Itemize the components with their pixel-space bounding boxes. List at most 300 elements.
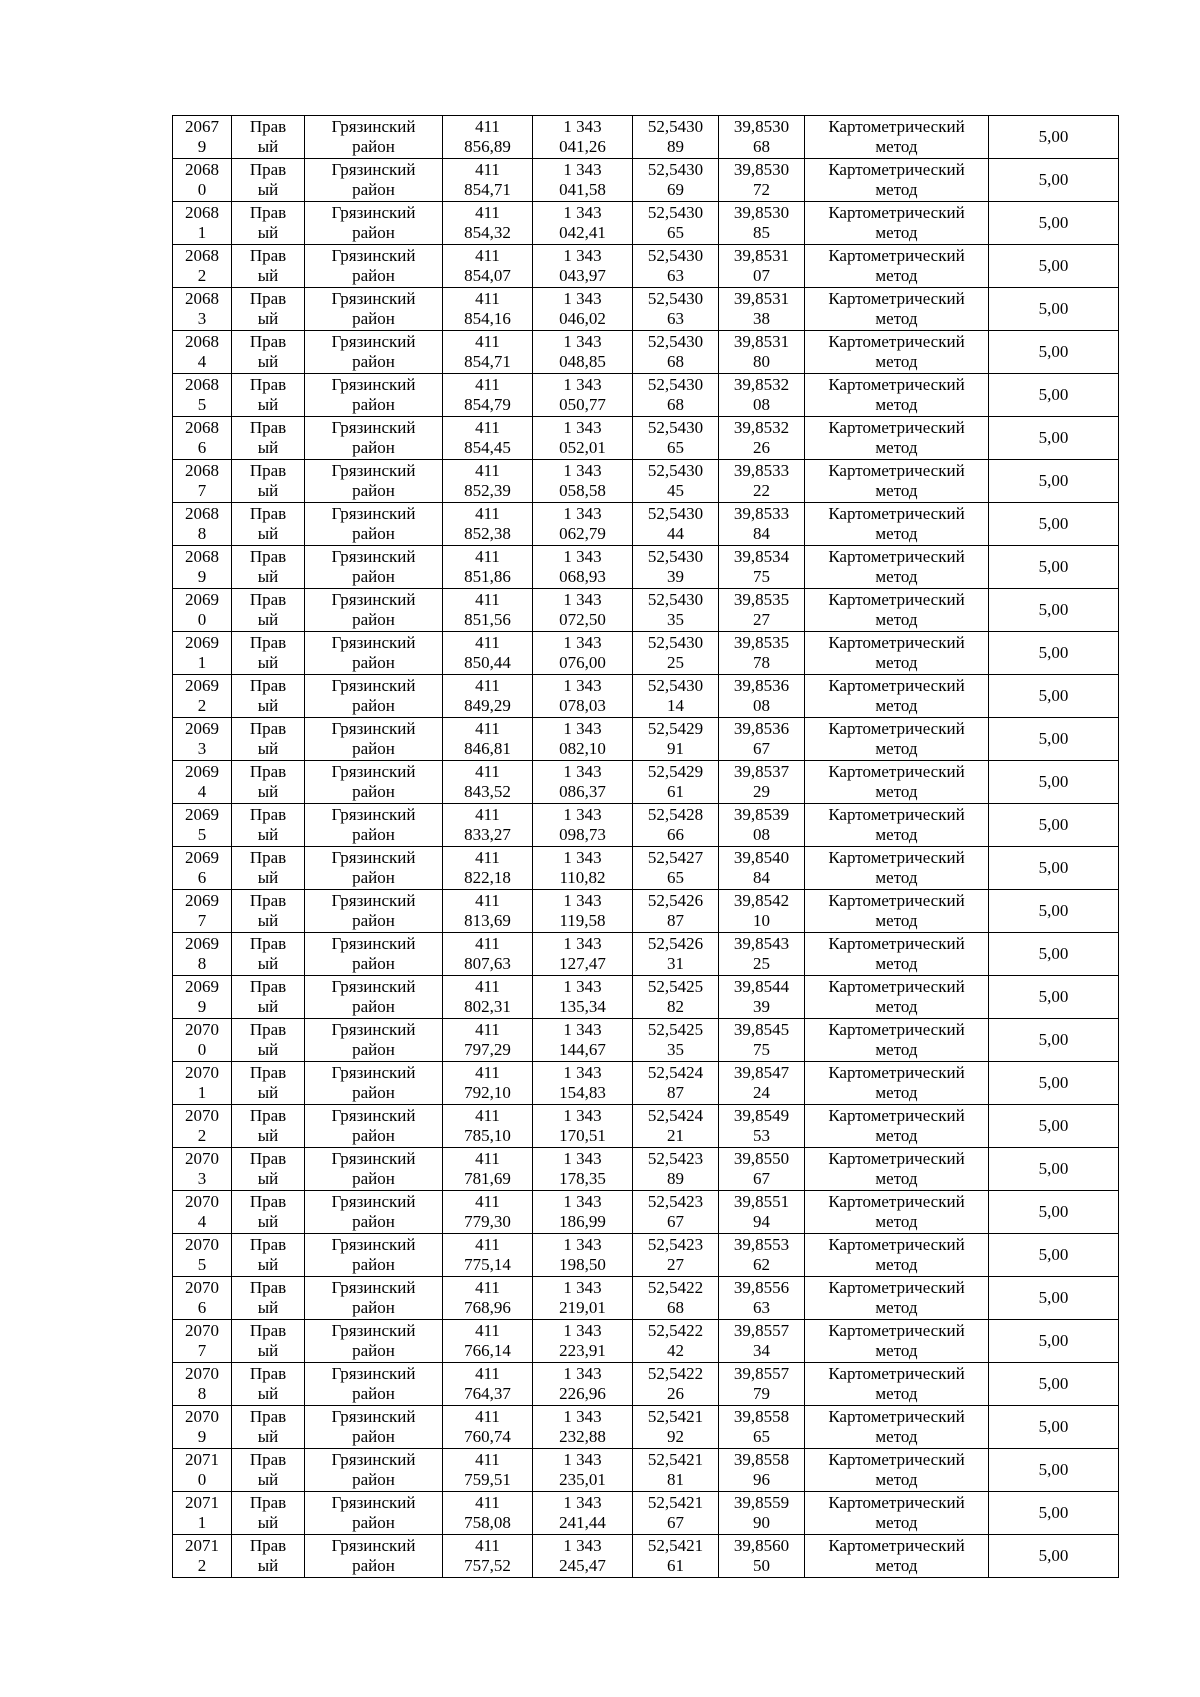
- y-coordinate-cell: [533, 632, 633, 675]
- x-coordinate-cell-line: 854,32: [464, 223, 511, 242]
- table-row: [173, 976, 1119, 1019]
- accuracy-cell: [989, 1277, 1119, 1320]
- region-cell-line: район: [352, 1083, 395, 1102]
- region-cell: [305, 202, 443, 245]
- method-cell: [805, 1535, 989, 1578]
- y-coordinate-cell-line: 1 343: [563, 418, 602, 437]
- longitude-cell: [719, 503, 805, 546]
- bank-side-cell-line: ый: [257, 1040, 279, 1059]
- latitude-cell-line: 52,5421: [647, 1407, 704, 1426]
- longitude-cell: [719, 1191, 805, 1234]
- accuracy-value: 5,00: [1038, 342, 1069, 361]
- y-coordinate-cell: [533, 1320, 633, 1363]
- x-coordinate-cell: [443, 1062, 533, 1105]
- accuracy-value: 5,00: [1038, 858, 1069, 877]
- point-number-cell: [173, 761, 232, 804]
- region-cell: [305, 589, 443, 632]
- x-coordinate-cell-line: 411: [475, 1278, 500, 1297]
- method-cell-line: Картометрический: [828, 1149, 965, 1168]
- method-cell-line: Картометрический: [828, 418, 965, 437]
- method-cell-line: Картометрический: [828, 203, 965, 222]
- bank-side-cell-line: ый: [257, 567, 279, 586]
- longitude-cell-line: 39,8556: [733, 1278, 790, 1297]
- table-body: [173, 116, 1119, 1578]
- region-cell-line: Грязинский: [331, 719, 416, 738]
- latitude-cell: [633, 374, 719, 417]
- point-number-cell: [173, 1492, 232, 1535]
- x-coordinate-cell-line: 411: [475, 246, 500, 265]
- x-coordinate-cell-line: 411: [475, 117, 500, 136]
- y-coordinate-cell-line: 127,47: [559, 954, 606, 973]
- method-cell-line: Картометрический: [828, 1493, 965, 1512]
- accuracy-value: 5,00: [1038, 1546, 1069, 1565]
- x-coordinate-cell: [443, 1406, 533, 1449]
- region-cell-line: район: [352, 524, 395, 543]
- longitude-cell-line: 39,8532: [733, 418, 790, 437]
- point-number-cell: [173, 1406, 232, 1449]
- latitude-cell-line: 52,5426: [647, 891, 704, 910]
- y-coordinate-cell-line: 1 343: [563, 1364, 602, 1383]
- x-coordinate-cell-line: 411: [475, 1106, 500, 1125]
- x-coordinate-cell-line: 411: [475, 418, 500, 437]
- longitude-cell-line: 75: [753, 1040, 770, 1059]
- latitude-cell-line: 52,5421: [647, 1450, 704, 1469]
- y-coordinate-cell: [533, 1492, 633, 1535]
- longitude-cell: [719, 1277, 805, 1320]
- region-cell-line: Грязинский: [331, 289, 416, 308]
- latitude-cell-line: 63: [667, 266, 684, 285]
- point-number-cell: [173, 116, 232, 159]
- table-row: [173, 546, 1119, 589]
- longitude-cell-line: 67: [753, 739, 770, 758]
- method-cell-line: Картометрический: [828, 117, 965, 136]
- method-cell-line: метод: [875, 481, 918, 500]
- longitude-cell-line: 63: [753, 1298, 770, 1317]
- region-cell-line: район: [352, 610, 395, 629]
- point-number-cell: [173, 804, 232, 847]
- x-coordinate-cell-line: 792,10: [464, 1083, 511, 1102]
- x-coordinate-cell-line: 854,79: [464, 395, 511, 414]
- method-cell-line: Картометрический: [828, 1407, 965, 1426]
- region-cell-line: Грязинский: [331, 1063, 416, 1082]
- y-coordinate-cell-line: 1 343: [563, 461, 602, 480]
- point-number-cell: [173, 1363, 232, 1406]
- bank-side-cell: [232, 804, 305, 847]
- longitude-cell: [719, 1148, 805, 1191]
- point-number-cell-line: 6: [197, 438, 207, 457]
- table-row: [173, 288, 1119, 331]
- method-cell-line: метод: [875, 1513, 918, 1532]
- bank-side-cell-line: ый: [257, 223, 279, 242]
- longitude-cell-line: 39,8542: [733, 891, 790, 910]
- longitude-cell: [719, 847, 805, 890]
- method-cell-line: Картометрический: [828, 1364, 965, 1383]
- region-cell: [305, 847, 443, 890]
- point-number-cell-line: 2: [197, 266, 207, 285]
- y-coordinate-cell: [533, 933, 633, 976]
- bank-side-cell-line: Прав: [249, 246, 287, 265]
- y-coordinate-cell: [533, 1277, 633, 1320]
- point-number-cell: [173, 202, 232, 245]
- y-coordinate-cell-line: 052,01: [559, 438, 606, 457]
- x-coordinate-cell-line: 411: [475, 1493, 500, 1512]
- point-number-cell-line: 2068: [185, 160, 219, 179]
- point-number-cell-line: 1: [197, 653, 207, 672]
- latitude-cell-line: 35: [667, 610, 684, 629]
- x-coordinate-cell-line: 411: [475, 1450, 500, 1469]
- latitude-cell: [633, 202, 719, 245]
- longitude-cell-line: 39,8558: [733, 1450, 790, 1469]
- latitude-cell-line: 52,5424: [647, 1063, 704, 1082]
- x-coordinate-cell: [443, 245, 533, 288]
- point-number-cell-line: 2070: [185, 1063, 219, 1082]
- x-coordinate-cell-line: 766,14: [464, 1341, 511, 1360]
- longitude-cell: [719, 804, 805, 847]
- x-coordinate-cell-line: 759,51: [464, 1470, 511, 1489]
- x-coordinate-cell: [443, 331, 533, 374]
- y-coordinate-cell-line: 1 343: [563, 633, 602, 652]
- region-cell: [305, 1320, 443, 1363]
- x-coordinate-cell: [443, 1535, 533, 1578]
- region-cell-line: Грязинский: [331, 160, 416, 179]
- region-cell-line: Грязинский: [331, 461, 416, 480]
- latitude-cell-line: 42: [667, 1341, 684, 1360]
- accuracy-cell: [989, 1449, 1119, 1492]
- table-row: [173, 116, 1119, 159]
- method-cell-line: метод: [875, 180, 918, 199]
- latitude-cell-line: 81: [667, 1470, 684, 1489]
- latitude-cell-line: 52,5423: [647, 1235, 704, 1254]
- method-cell: [805, 1492, 989, 1535]
- bank-side-cell-line: ый: [257, 653, 279, 672]
- latitude-cell-line: 52,5423: [647, 1149, 704, 1168]
- y-coordinate-cell-line: 223,91: [559, 1341, 606, 1360]
- latitude-cell-line: 52,5430: [647, 246, 704, 265]
- latitude-cell: [633, 331, 719, 374]
- method-cell: [805, 1363, 989, 1406]
- x-coordinate-cell-line: 768,96: [464, 1298, 511, 1317]
- x-coordinate-cell-line: 411: [475, 504, 500, 523]
- point-number-cell-line: 7: [197, 911, 207, 930]
- table-row: [173, 890, 1119, 933]
- longitude-cell-line: 29: [753, 782, 770, 801]
- bank-side-cell: [232, 1406, 305, 1449]
- bank-side-cell-line: Прав: [249, 1493, 287, 1512]
- method-cell: [805, 1191, 989, 1234]
- y-coordinate-cell-line: 235,01: [559, 1470, 606, 1489]
- longitude-cell-line: 85: [753, 223, 770, 242]
- x-coordinate-cell-line: 849,29: [464, 696, 511, 715]
- y-coordinate-cell: [533, 890, 633, 933]
- bank-side-cell-line: ый: [257, 1427, 279, 1446]
- method-cell-line: Картометрический: [828, 1278, 965, 1297]
- accuracy-cell: [989, 331, 1119, 374]
- longitude-cell-line: 39,8544: [733, 977, 790, 996]
- accuracy-value: 5,00: [1038, 1116, 1069, 1135]
- method-cell: [805, 1148, 989, 1191]
- y-coordinate-cell-line: 1 343: [563, 1321, 602, 1340]
- table-row: [173, 417, 1119, 460]
- method-cell-line: метод: [875, 868, 918, 887]
- method-cell: [805, 1019, 989, 1062]
- bank-side-cell-line: Прав: [249, 1020, 287, 1039]
- latitude-cell-line: 89: [667, 1169, 684, 1188]
- region-cell-line: Грязинский: [331, 1235, 416, 1254]
- latitude-cell-line: 45: [667, 481, 684, 500]
- longitude-cell-line: 24: [753, 1083, 770, 1102]
- region-cell-line: район: [352, 266, 395, 285]
- bank-side-cell: [232, 933, 305, 976]
- y-coordinate-cell: [533, 589, 633, 632]
- longitude-cell-line: 39: [753, 997, 770, 1016]
- point-number-cell-line: 2070: [185, 1192, 219, 1211]
- method-cell-line: метод: [875, 1255, 918, 1274]
- bank-side-cell-line: ый: [257, 352, 279, 371]
- latitude-cell-line: 52,5430: [647, 289, 704, 308]
- y-coordinate-cell-line: 178,35: [559, 1169, 606, 1188]
- y-coordinate-cell: [533, 288, 633, 331]
- method-cell: [805, 503, 989, 546]
- latitude-cell-line: 27: [667, 1255, 684, 1274]
- point-number-cell-line: 9: [197, 567, 207, 586]
- y-coordinate-cell-line: 110,82: [559, 868, 606, 887]
- latitude-cell-line: 52,5423: [647, 1192, 704, 1211]
- point-number-cell: [173, 1277, 232, 1320]
- longitude-cell-line: 84: [753, 524, 770, 543]
- latitude-cell-line: 52,5430: [647, 117, 704, 136]
- method-cell: [805, 933, 989, 976]
- y-coordinate-cell-line: 135,34: [559, 997, 606, 1016]
- latitude-cell-line: 52,5421: [647, 1493, 704, 1512]
- latitude-cell-line: 52,5430: [647, 633, 704, 652]
- point-number-cell-line: 2068: [185, 504, 219, 523]
- y-coordinate-cell-line: 068,93: [559, 567, 606, 586]
- method-cell-line: Картометрический: [828, 676, 965, 695]
- bank-side-cell-line: ый: [257, 180, 279, 199]
- bank-side-cell-line: Прав: [249, 977, 287, 996]
- y-coordinate-cell-line: 198,50: [559, 1255, 606, 1274]
- method-cell: [805, 116, 989, 159]
- y-coordinate-cell-line: 1 343: [563, 590, 602, 609]
- method-cell-line: Картометрический: [828, 504, 965, 523]
- region-cell: [305, 1234, 443, 1277]
- bank-side-cell-line: Прав: [249, 805, 287, 824]
- x-coordinate-cell-line: 411: [475, 332, 500, 351]
- y-coordinate-cell-line: 1 343: [563, 1450, 602, 1469]
- y-coordinate-cell-line: 1 343: [563, 891, 602, 910]
- y-coordinate-cell-line: 048,85: [559, 352, 606, 371]
- bank-side-cell-line: Прав: [249, 117, 287, 136]
- point-number-cell-line: 2069: [185, 805, 219, 824]
- region-cell: [305, 1148, 443, 1191]
- method-cell-line: Картометрический: [828, 1321, 965, 1340]
- method-cell-line: Картометрический: [828, 375, 965, 394]
- accuracy-cell: [989, 202, 1119, 245]
- region-cell: [305, 331, 443, 374]
- longitude-cell: [719, 718, 805, 761]
- longitude-cell-line: 38: [753, 309, 770, 328]
- region-cell-line: Грязинский: [331, 1407, 416, 1426]
- bank-side-cell-line: ый: [257, 825, 279, 844]
- longitude-cell: [719, 245, 805, 288]
- latitude-cell: [633, 1019, 719, 1062]
- bank-side-cell-line: ый: [257, 739, 279, 758]
- accuracy-value: 5,00: [1038, 256, 1069, 275]
- x-coordinate-cell: [443, 503, 533, 546]
- point-number-cell: [173, 632, 232, 675]
- point-number-cell-line: 4: [197, 782, 207, 801]
- accuracy-value: 5,00: [1038, 643, 1069, 662]
- x-coordinate-cell-line: 851,56: [464, 610, 511, 629]
- y-coordinate-cell: [533, 202, 633, 245]
- method-cell: [805, 675, 989, 718]
- region-cell-line: Грязинский: [331, 504, 416, 523]
- y-coordinate-cell-line: 082,10: [559, 739, 606, 758]
- x-coordinate-cell: [443, 202, 533, 245]
- table-row: [173, 460, 1119, 503]
- latitude-cell-line: 92: [667, 1427, 684, 1446]
- region-cell: [305, 1062, 443, 1105]
- latitude-cell: [633, 417, 719, 460]
- bank-side-cell-line: ый: [257, 481, 279, 500]
- region-cell-line: район: [352, 352, 395, 371]
- y-coordinate-cell: [533, 1363, 633, 1406]
- point-number-cell-line: 2068: [185, 289, 219, 308]
- point-number-cell-line: 2070: [185, 1321, 219, 1340]
- longitude-cell: [719, 1019, 805, 1062]
- x-coordinate-cell-line: 411: [475, 1364, 500, 1383]
- bank-side-cell-line: Прав: [249, 891, 287, 910]
- x-coordinate-cell-line: 779,30: [464, 1212, 511, 1231]
- accuracy-value: 5,00: [1038, 170, 1069, 189]
- x-coordinate-cell: [443, 1105, 533, 1148]
- latitude-cell-line: 52,5421: [647, 1536, 704, 1555]
- region-cell-line: Грязинский: [331, 891, 416, 910]
- x-coordinate-cell-line: 854,45: [464, 438, 511, 457]
- bank-side-cell: [232, 1062, 305, 1105]
- bank-side-cell: [232, 1019, 305, 1062]
- region-cell-line: район: [352, 1126, 395, 1145]
- x-coordinate-cell-line: 854,07: [464, 266, 511, 285]
- longitude-cell-line: 39,8549: [733, 1106, 790, 1125]
- x-coordinate-cell-line: 846,81: [464, 739, 511, 758]
- table-row: [173, 1191, 1119, 1234]
- method-cell-line: метод: [875, 1384, 918, 1403]
- longitude-cell: [719, 331, 805, 374]
- region-cell-line: Грязинский: [331, 762, 416, 781]
- bank-side-cell-line: Прав: [249, 719, 287, 738]
- point-number-cell-line: 4: [197, 352, 207, 371]
- point-number-cell-line: 2070: [185, 1278, 219, 1297]
- longitude-cell-line: 08: [753, 395, 770, 414]
- y-coordinate-cell: [533, 546, 633, 589]
- method-cell-line: метод: [875, 997, 918, 1016]
- x-coordinate-cell-line: 411: [475, 1536, 500, 1555]
- table-row: [173, 1406, 1119, 1449]
- latitude-cell-line: 52,5430: [647, 676, 704, 695]
- y-coordinate-cell: [533, 1062, 633, 1105]
- bank-side-cell-line: Прав: [249, 1278, 287, 1297]
- latitude-cell: [633, 976, 719, 1019]
- y-coordinate-cell: [533, 761, 633, 804]
- table-row: [173, 1492, 1119, 1535]
- method-cell: [805, 159, 989, 202]
- y-coordinate-cell-line: 1 343: [563, 805, 602, 824]
- latitude-cell-line: 52,5422: [647, 1321, 704, 1340]
- point-number-cell-line: 2067: [185, 117, 219, 136]
- bank-side-cell-line: Прав: [249, 289, 287, 308]
- region-cell-line: Грязинский: [331, 332, 416, 351]
- longitude-cell-line: 75: [753, 567, 770, 586]
- method-cell-line: Картометрический: [828, 1106, 965, 1125]
- point-number-cell: [173, 1148, 232, 1191]
- bank-side-cell-line: ый: [257, 1169, 279, 1188]
- longitude-cell: [719, 933, 805, 976]
- accuracy-value: 5,00: [1038, 1030, 1069, 1049]
- accuracy-cell: [989, 1148, 1119, 1191]
- longitude-cell: [719, 1320, 805, 1363]
- bank-side-cell-line: ый: [257, 1212, 279, 1231]
- accuracy-cell: [989, 159, 1119, 202]
- bank-side-cell: [232, 417, 305, 460]
- longitude-cell-line: 79: [753, 1384, 770, 1403]
- latitude-cell-line: 87: [667, 911, 684, 930]
- latitude-cell-line: 52,5429: [647, 719, 704, 738]
- region-cell-line: Грязинский: [331, 117, 416, 136]
- region-cell: [305, 1363, 443, 1406]
- method-cell-line: метод: [875, 137, 918, 156]
- y-coordinate-cell-line: 119,58: [559, 911, 606, 930]
- x-coordinate-cell: [443, 1277, 533, 1320]
- longitude-cell-line: 72: [753, 180, 770, 199]
- accuracy-cell: [989, 288, 1119, 331]
- region-cell: [305, 417, 443, 460]
- method-cell-line: Картометрический: [828, 1063, 965, 1082]
- point-number-cell: [173, 417, 232, 460]
- point-number-cell: [173, 675, 232, 718]
- accuracy-value: 5,00: [1038, 299, 1069, 318]
- table-row: [173, 632, 1119, 675]
- bank-side-cell: [232, 374, 305, 417]
- x-coordinate-cell-line: 797,29: [464, 1040, 511, 1059]
- latitude-cell: [633, 1535, 719, 1578]
- x-coordinate-cell-line: 850,44: [464, 653, 511, 672]
- method-cell-line: Картометрический: [828, 160, 965, 179]
- point-number-cell-line: 3: [197, 309, 207, 328]
- bank-side-cell-line: Прав: [249, 1149, 287, 1168]
- x-coordinate-cell: [443, 374, 533, 417]
- accuracy-cell: [989, 546, 1119, 589]
- point-number-cell-line: 0: [197, 180, 207, 199]
- longitude-cell: [719, 546, 805, 589]
- x-coordinate-cell-line: 411: [475, 719, 500, 738]
- point-number-cell-line: 2069: [185, 934, 219, 953]
- latitude-cell-line: 44: [667, 524, 684, 543]
- point-number-cell: [173, 1062, 232, 1105]
- longitude-cell-line: 62: [753, 1255, 770, 1274]
- x-coordinate-cell-line: 411: [475, 1020, 500, 1039]
- bank-side-cell: [232, 202, 305, 245]
- y-coordinate-cell-line: 1 343: [563, 547, 602, 566]
- region-cell: [305, 1449, 443, 1492]
- region-cell-line: район: [352, 395, 395, 414]
- x-coordinate-cell: [443, 460, 533, 503]
- longitude-cell-line: 39,8532: [733, 375, 790, 394]
- bank-side-cell-line: Прав: [249, 590, 287, 609]
- method-cell-line: метод: [875, 782, 918, 801]
- bank-side-cell-line: Прав: [249, 1106, 287, 1125]
- longitude-cell-line: 84: [753, 868, 770, 887]
